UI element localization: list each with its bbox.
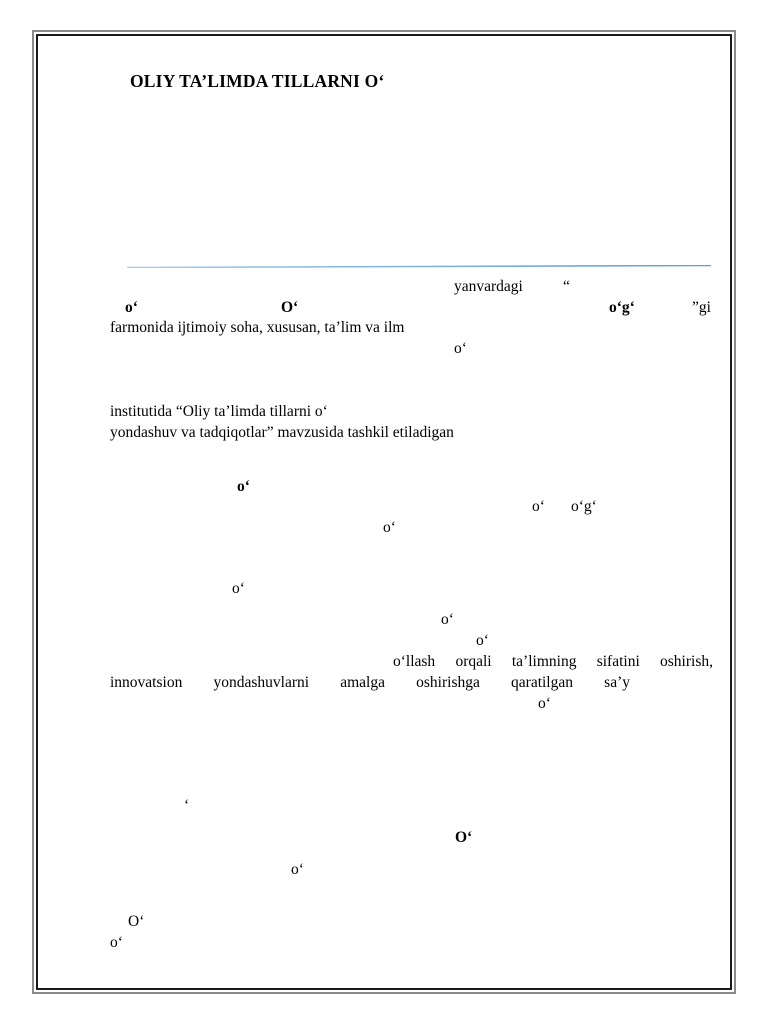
text-line10-o: o‘	[232, 580, 245, 597]
text-line8-og: o‘g‘	[571, 498, 597, 515]
text-line12-o: o‘	[476, 632, 489, 649]
text-line9-o: o‘	[383, 519, 396, 536]
text-line7-o: o‘	[237, 478, 250, 495]
text-line13: o‘llash orqali ta’limning sifatini oshirish,	[393, 653, 713, 670]
text-line16-mark: ‘	[184, 797, 190, 814]
text-line14: innovatsion yondashuvlarni amalga oshirishga qaratilgan sa’y	[110, 674, 630, 691]
text-line2-gi: ”gi	[692, 299, 711, 316]
horizontal-rule	[127, 265, 711, 268]
text-line20-o: o‘	[110, 934, 123, 951]
text-line2-o: o‘	[125, 299, 138, 316]
text-line18-o: o‘	[291, 861, 304, 878]
document-title: OLIY TA’LIMDA TILLARNI O‘	[130, 71, 385, 91]
text-line17-O: O‘	[455, 829, 473, 846]
text-line3: farmonida ijtimoiy soha, xususan, ta’lim va ilm	[110, 319, 405, 336]
text-line15-o: o‘	[538, 695, 551, 712]
text-line11-o: o‘	[441, 611, 454, 628]
text-open-quote: “	[563, 278, 570, 295]
text-line2-og: o‘g‘	[609, 299, 635, 316]
text-line19-O: O‘	[128, 913, 145, 930]
text-line8-o: o‘	[532, 498, 545, 515]
text-yanvardagi: yanvardagi	[454, 278, 523, 295]
text-line4-o: o‘	[454, 340, 467, 357]
text-line5: institutida “Oliy ta’limda tillarni o‘	[110, 403, 328, 420]
page-border-inner	[36, 34, 732, 990]
text-line2-O: O‘	[281, 299, 299, 316]
text-line6: yondashuv va tadqiqotlar” mavzusida tashkil etiladigan	[110, 424, 454, 441]
